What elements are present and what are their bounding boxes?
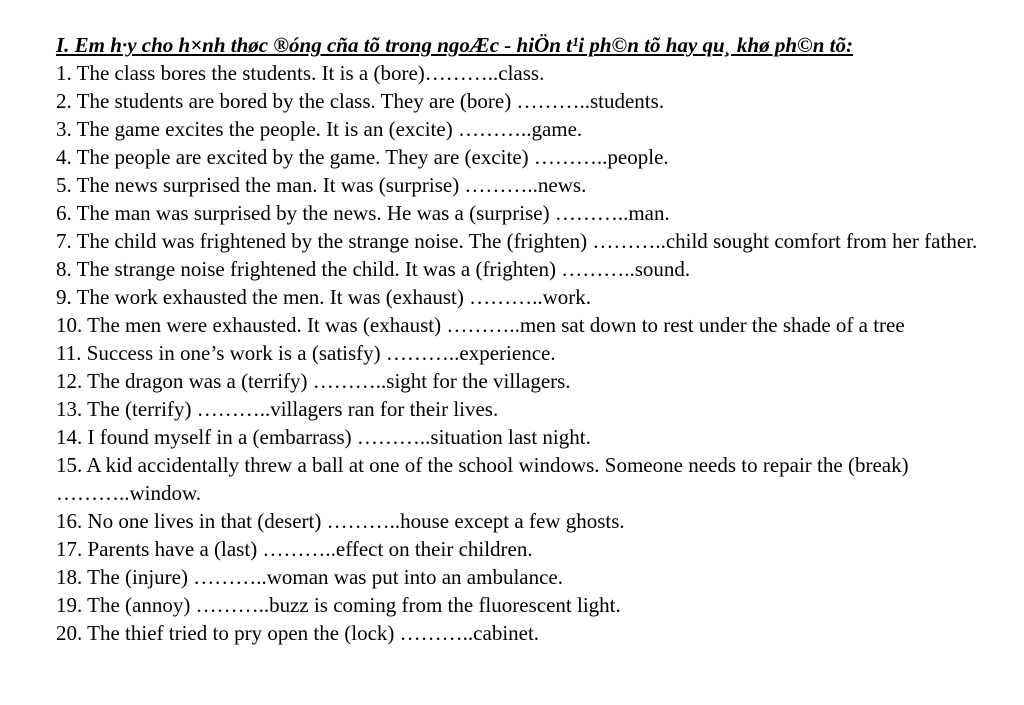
exercise-item-15: 15. A kid accidentally threw a ball at one of the school windows. Someone needs to repair the (break) ………..window. — [56, 453, 909, 505]
exercise-item-2: 2. The students are bored by the class. They are (bore) ………..students. — [56, 89, 665, 113]
exercise-item-1: 1. The class bores the students. It is a (bore)………..class. — [56, 61, 545, 85]
exercise-item-12: 12. The dragon was a (terrify) ………..sight for the villagers. — [56, 369, 571, 393]
exercise-item-7: 7. The child was frightened by the strange noise. The (frighten) ………..child sought comfort from her father. — [56, 229, 978, 253]
exercise-item-14: 14. I found myself in a (embarrass) ………..situation last night. — [56, 425, 591, 449]
exercise-item-4: 4. The people are excited by the game. They are (excite) ………..people. — [56, 145, 669, 169]
exercise-item-16: 16. No one lives in that (desert) ………..house except a few ghosts. — [56, 509, 625, 533]
exercise-item-10: 10. The men were exhausted. It was (exhaust) ………..men sat down to rest under the shade of a tree — [56, 313, 905, 337]
exercise-item-20: 20. The thief tried to pry open the (lock) ………..cabinet. — [56, 621, 540, 645]
exercise-item-19: 19. The (annoy) ………..buzz is coming from the fluorescent light. — [56, 593, 621, 617]
exercise-item-6: 6. The man was surprised by the news. He was a (surprise) ………..man. — [56, 201, 670, 225]
exercise-item-18: 18. The (injure) ………..woman was put into an ambulance. — [56, 565, 563, 589]
exercise-item-13: 13. The (terrify) ………..villagers ran for their lives. — [56, 397, 499, 421]
exercise-item-3: 3. The game excites the people. It is an (excite) ………..game. — [56, 117, 583, 141]
exercise-item-17: 17. Parents have a (last) ………..effect on their children. — [56, 537, 533, 561]
exercise-title: I. Em h·y cho h×nh thøc ®óng cña tõ trong ngoÆc - hiÖn t¹i ph©n tõ hay qu¸ khø ph©n tõ: — [56, 33, 853, 57]
exercise-item-11: 11. Success in one’s work is a (satisfy) ………..experience. — [56, 341, 556, 365]
exercise-list — [56, 59, 996, 647]
exercise-item-9: 9. The work exhausted the men. It was (exhaust) ………..work. — [56, 285, 591, 309]
exercise-item-5: 5. The news surprised the man. It was (surprise) ………..news. — [56, 173, 587, 197]
exercise-document — [56, 31, 996, 647]
exercise-item-8: 8. The strange noise frightened the child. It was a (frighten) ………..sound. — [56, 257, 691, 281]
